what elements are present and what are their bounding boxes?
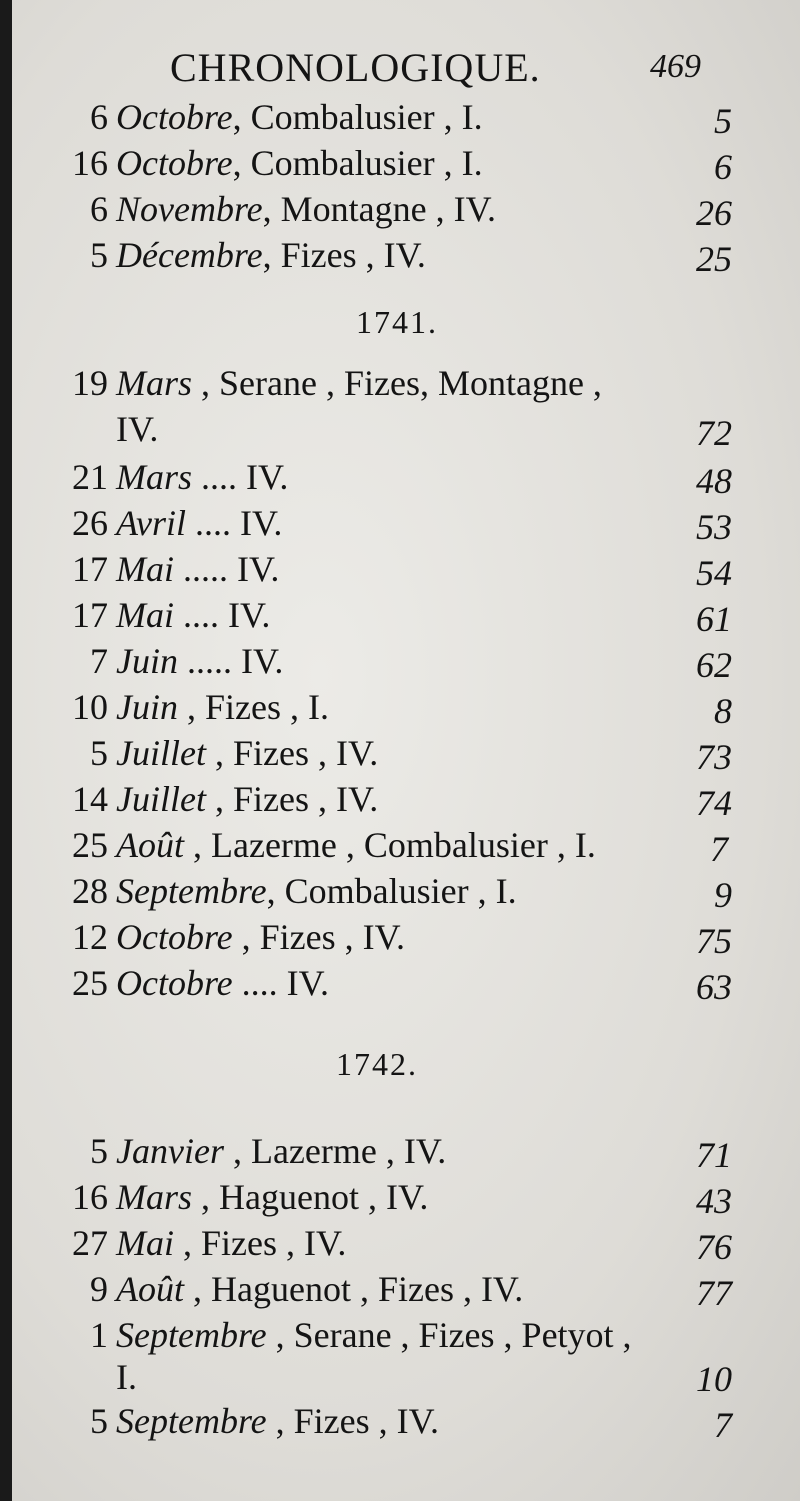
entry-day: 5 — [90, 235, 108, 275]
entry-authors: , Montagne , IV. — [262, 189, 496, 229]
index-entry — [0, 456, 800, 504]
entry-page: 48 — [696, 461, 732, 501]
entry-day: 19 — [72, 363, 108, 403]
entry-day: 5 — [90, 1401, 108, 1441]
index-entry — [0, 686, 800, 734]
entry-day: 16 — [72, 143, 108, 183]
index-entry — [0, 640, 800, 688]
entry-page: 63 — [696, 967, 732, 1007]
index-entry — [0, 142, 800, 190]
index-entry — [0, 96, 800, 144]
entry-page: 8 — [714, 691, 732, 731]
entry-page: 75 — [696, 921, 732, 961]
entry-authors: , Lazerme , Combalusier , I. — [184, 825, 596, 865]
entry-authors: , Serane , Fizes, Montagne , — [192, 363, 602, 403]
entry-day: 25 — [72, 963, 108, 1003]
entry-day: 28 — [72, 871, 108, 911]
entry-month: Septembre — [116, 1401, 267, 1441]
entry-day: 5 — [90, 733, 108, 773]
entry-day: 6 — [90, 97, 108, 137]
index-entry — [0, 548, 800, 596]
entry-month: Juin — [116, 687, 178, 727]
entry-month: Juillet — [116, 779, 206, 819]
entry-page: 76 — [696, 1227, 732, 1267]
index-entry — [0, 916, 800, 964]
entry-month: Mars — [116, 457, 193, 497]
entry-page: 43 — [696, 1181, 732, 1221]
index-entry — [0, 1176, 800, 1224]
entry-day: 12 — [72, 917, 108, 957]
entry-authors: , Lazerme , IV. — [223, 1131, 447, 1171]
entry-page: 62 — [696, 645, 732, 685]
index-entry — [0, 594, 800, 642]
entry-authors: , Haguenot , IV. — [192, 1177, 429, 1217]
entry-month: Juin — [116, 641, 178, 681]
entry-day: 17 — [72, 595, 108, 635]
entry-authors: , Fizes , IV. — [262, 235, 426, 275]
index-entry — [0, 1400, 800, 1448]
entry-day: 25 — [72, 825, 108, 865]
entry-month: Septembre — [116, 1315, 267, 1355]
entry-month: Août — [116, 825, 184, 865]
entry-page: 54 — [696, 553, 732, 593]
entry-authors: , Combalusier , I. — [266, 871, 517, 911]
entry-day: 26 — [72, 503, 108, 543]
entry-month: Septembre — [116, 871, 267, 911]
entry-month: Octobre — [116, 97, 233, 137]
entry-month: Décembre — [116, 235, 263, 275]
entry-authors: .... IV. — [192, 457, 289, 497]
entry-day: 6 — [90, 189, 108, 229]
entry-month: Novembre — [116, 189, 263, 229]
entry-authors: , Fizes , IV. — [232, 917, 405, 957]
entry-page: 72 — [696, 413, 732, 453]
year-heading-1742: 1742. — [336, 1046, 418, 1082]
entry-authors: .... IV. — [174, 595, 271, 635]
entry-month: Mai — [116, 595, 174, 635]
entry-month: Janvier — [116, 1131, 224, 1171]
entry-authors: ..... IV. — [177, 641, 284, 681]
entry-authors: , Fizes , IV. — [174, 1223, 347, 1263]
index-entry — [0, 962, 800, 1010]
page-number: 469 — [650, 48, 701, 85]
entry-month: Mars — [116, 1177, 193, 1217]
entry-page: 5 — [714, 101, 732, 141]
entry-page: 53 — [696, 507, 732, 547]
entry-page: 26 — [696, 193, 732, 233]
entry-continuation: I. — [116, 1357, 137, 1397]
index-entry — [0, 824, 800, 872]
index-entry — [0, 234, 800, 282]
entry-page: 73 — [696, 737, 732, 777]
entry-authors: , Combalusier , I. — [232, 143, 483, 183]
entry-month: Octobre — [116, 143, 233, 183]
entry-month: Mai — [116, 1223, 174, 1263]
entry-page: 10 — [696, 1359, 732, 1399]
entry-day: 21 — [72, 457, 108, 497]
index-entry — [0, 870, 800, 918]
entry-authors: , Combalusier , I. — [232, 97, 483, 137]
entry-month: Août — [116, 1269, 184, 1309]
entry-authors: , Serane , Fizes , Petyot , — [266, 1315, 632, 1355]
index-entry — [0, 502, 800, 550]
entry-day: 10 — [72, 687, 108, 727]
index-entry — [0, 362, 800, 410]
entry-month: Mars — [116, 363, 193, 403]
entry-day: 1 — [90, 1315, 108, 1355]
entry-page: 9 — [714, 875, 732, 915]
entry-authors: ..... IV. — [174, 549, 280, 589]
entry-page: 61 — [696, 599, 732, 639]
entry-day: 17 — [72, 549, 108, 589]
entry-authors: , Fizes , IV. — [205, 733, 379, 773]
entry-month: Avril — [116, 503, 186, 543]
running-title: CHRONOLOGIQUE. — [170, 45, 541, 90]
entry-month: Mai — [116, 549, 174, 589]
entry-authors: , Fizes , IV. — [266, 1401, 439, 1441]
entry-page: 77 — [696, 1273, 732, 1313]
entry-day: 16 — [72, 1177, 108, 1217]
entry-day: 14 — [72, 779, 108, 819]
index-entry — [0, 1222, 800, 1270]
entry-page: 7 — [710, 829, 728, 869]
entry-page: 7 — [714, 1405, 732, 1445]
entry-authors: .... IV. — [186, 503, 283, 543]
entry-day: 9 — [90, 1269, 108, 1309]
index-entry — [0, 778, 800, 826]
index-entry — [0, 1314, 800, 1362]
entry-authors: , Haguenot , Fizes , IV. — [184, 1269, 524, 1309]
entry-day: 5 — [90, 1131, 108, 1171]
entry-page: 74 — [696, 783, 732, 823]
entry-authors: , Fizes , I. — [177, 687, 329, 727]
entry-continuation: IV. — [116, 409, 159, 449]
index-entry — [0, 1268, 800, 1316]
index-entry — [0, 188, 800, 236]
index-entry — [0, 1130, 800, 1178]
year-heading-1741: 1741. — [356, 304, 438, 340]
entry-page: 25 — [696, 239, 732, 279]
entry-month: Octobre — [116, 917, 233, 957]
entry-day: 27 — [72, 1223, 108, 1263]
entry-day: 7 — [90, 641, 108, 681]
entry-page: 71 — [696, 1135, 732, 1175]
entry-authors: .... IV. — [232, 963, 329, 1003]
entry-authors: , Fizes , IV. — [205, 779, 379, 819]
index-entry — [0, 732, 800, 780]
entry-month: Juillet — [116, 733, 206, 773]
entry-month: Octobre — [116, 963, 233, 1003]
entry-page: 6 — [714, 147, 732, 187]
